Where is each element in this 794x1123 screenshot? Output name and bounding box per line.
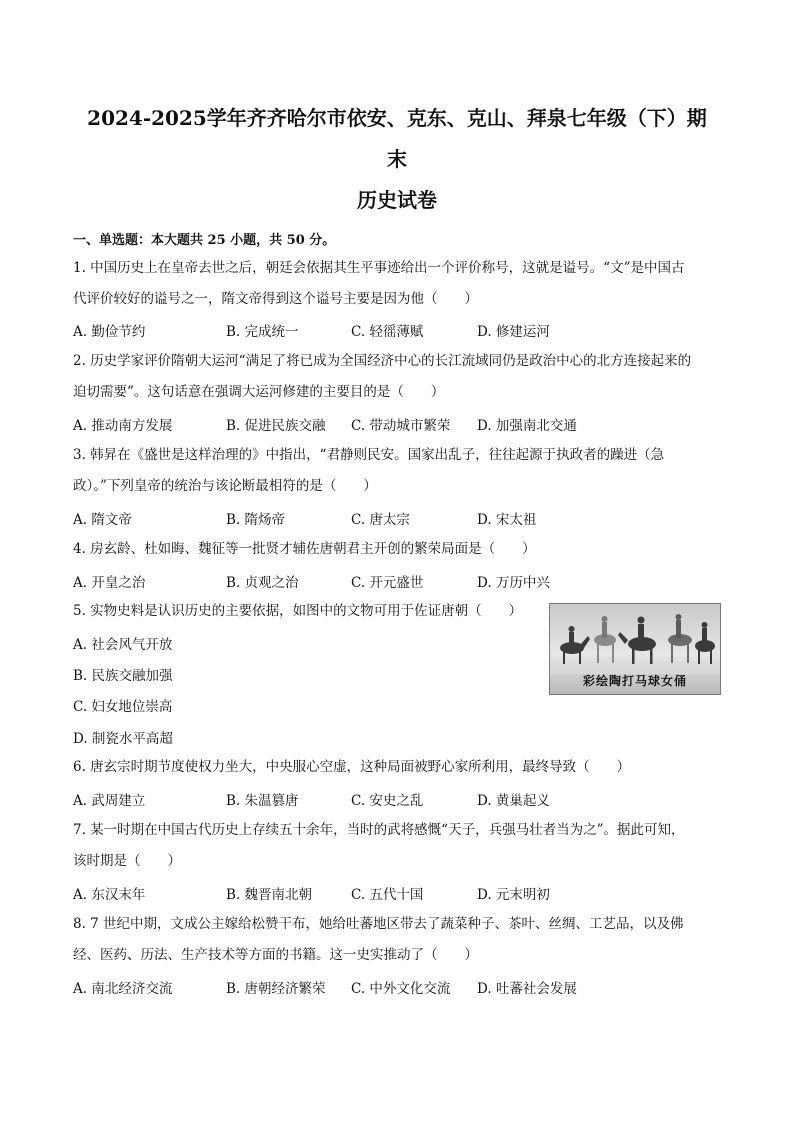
option-d: D. 吐蕃社会发展 <box>477 981 577 997</box>
question-stem: 该时期是（ ） <box>73 853 181 869</box>
horse-figurines-image <box>550 604 720 674</box>
option-c: C. 带动城市繁荣 <box>351 418 451 434</box>
option-c: C. 五代十国 <box>351 887 424 903</box>
option-c: C. 中外文化交流 <box>351 981 451 997</box>
option-a: A. 隋文帝 <box>73 512 132 528</box>
option-b: B. 唐朝经济繁荣 <box>226 981 326 997</box>
image-caption: 彩绘陶打马球女俑 <box>582 674 687 688</box>
option-d: D. 加强南北交通 <box>477 418 577 434</box>
option-c: C. 开元盛世 <box>351 575 424 591</box>
question-stem: 4. 房玄龄、杜如晦、魏征等一批贤才辅佐唐朝君主开创的繁荣局面是（ ） <box>73 541 536 557</box>
question-stem: 经、医药、历法、生产技术等方面的书籍。这一史实推动了（ ） <box>73 947 478 963</box>
option-c: C. 轻徭薄赋 <box>351 324 424 340</box>
option-b: B. 完成统一 <box>226 324 299 340</box>
option-d: D. 修建运河 <box>477 324 550 340</box>
option-d: D. 元末明初 <box>477 887 550 903</box>
option-a: A. 武周建立 <box>73 793 146 809</box>
question-1 <box>73 253 723 315</box>
question-stem: 7. 某一时期在中国古代历史上存续五十余年，当时的武将感慨“天子，兵强马壮者当为之”。据此可知， <box>73 822 685 838</box>
exam-title-line2: 末 <box>387 147 407 171</box>
option-b: B. 魏晋南北朝 <box>226 887 313 903</box>
question-stem: 迫切需要”。这句话意在强调大运河修建的主要目的是（ ） <box>73 384 445 400</box>
question-4 <box>73 534 723 565</box>
option-a: A. 开皇之治 <box>73 575 146 591</box>
option-c: C. 安史之乱 <box>351 793 424 809</box>
question-stem: 代评价较好的谥号之一，隋文帝得到这个谥号主要是因为他（ ） <box>73 291 478 307</box>
option-a: A. 推动南方发展 <box>73 418 173 434</box>
artifact-photo <box>549 603 721 695</box>
question-stem: 1. 中国历史上在皇帝去世之后，朝廷会依据其生平事迹给出一个评价称号，这就是谥号。“文”是中国古 <box>73 260 685 276</box>
question-stem: 政）。”下列皇帝的统治与该论断最相符的是（ ） <box>73 478 377 494</box>
option-c: C. 妇女地位崇高 <box>73 699 173 715</box>
option-a: A. 社会风气开放 <box>73 637 173 653</box>
question-6 <box>73 752 723 783</box>
option-c: C. 唐太宗 <box>351 512 410 528</box>
option-a: A. 东汉末年 <box>73 887 146 903</box>
question-stem: 6. 唐玄宗时期节度使权力坐大，中央服心空虚，这种局面被野心家所利用，最终导致（ ） <box>73 759 631 775</box>
option-b: B. 民族交融加强 <box>73 668 173 684</box>
option-a: A. 勤俭节约 <box>73 324 146 340</box>
option-d: D. 制瓷水平高超 <box>73 731 173 747</box>
option-d: D. 宋太祖 <box>477 512 537 528</box>
exam-subtitle: 历史试卷 <box>357 188 437 212</box>
question-stem: 2. 历史学家评价隋朝大运河“满足了将已成为全国经济中心的长江流域同仍是政治中心的北方连接起来的 <box>73 353 692 369</box>
option-b: B. 隋炀帝 <box>226 512 286 528</box>
question-stem: 3. 韩昇在《盛世是这样治理的》中指出，“君静则民安。国家出乱子，往往起源于执政者的躁进（急 <box>73 447 665 463</box>
option-b: B. 朱温篡唐 <box>226 793 299 809</box>
question-3 <box>73 440 723 502</box>
question-8 <box>73 909 723 971</box>
section-heading: 一、单选题：本大题共 25 小题，共 50 分。 <box>73 233 336 248</box>
option-d: D. 黄巢起义 <box>477 793 550 809</box>
question-2 <box>73 346 723 408</box>
question-stem: 5. 实物史料是认识历史的主要依据，如图中的文物可用于佐证唐朝（ ） <box>73 603 523 619</box>
option-b: B. 促进民族交融 <box>226 418 326 434</box>
option-b: B. 贞观之治 <box>226 575 299 591</box>
question-stem: 8. 7 世纪中期，文成公主嫁给松赞干布，她给吐蕃地区带去了蔬菜种子、茶叶、丝绸、工艺品，以及佛 <box>73 916 684 932</box>
question-7 <box>73 815 723 877</box>
exam-title-line1: 2024-2025学年齐齐哈尔市依安、克东、克山、拜泉七年级（下）期 <box>87 106 707 130</box>
option-a: A. 南北经济交流 <box>73 981 173 997</box>
option-d: D. 万历中兴 <box>477 575 550 591</box>
